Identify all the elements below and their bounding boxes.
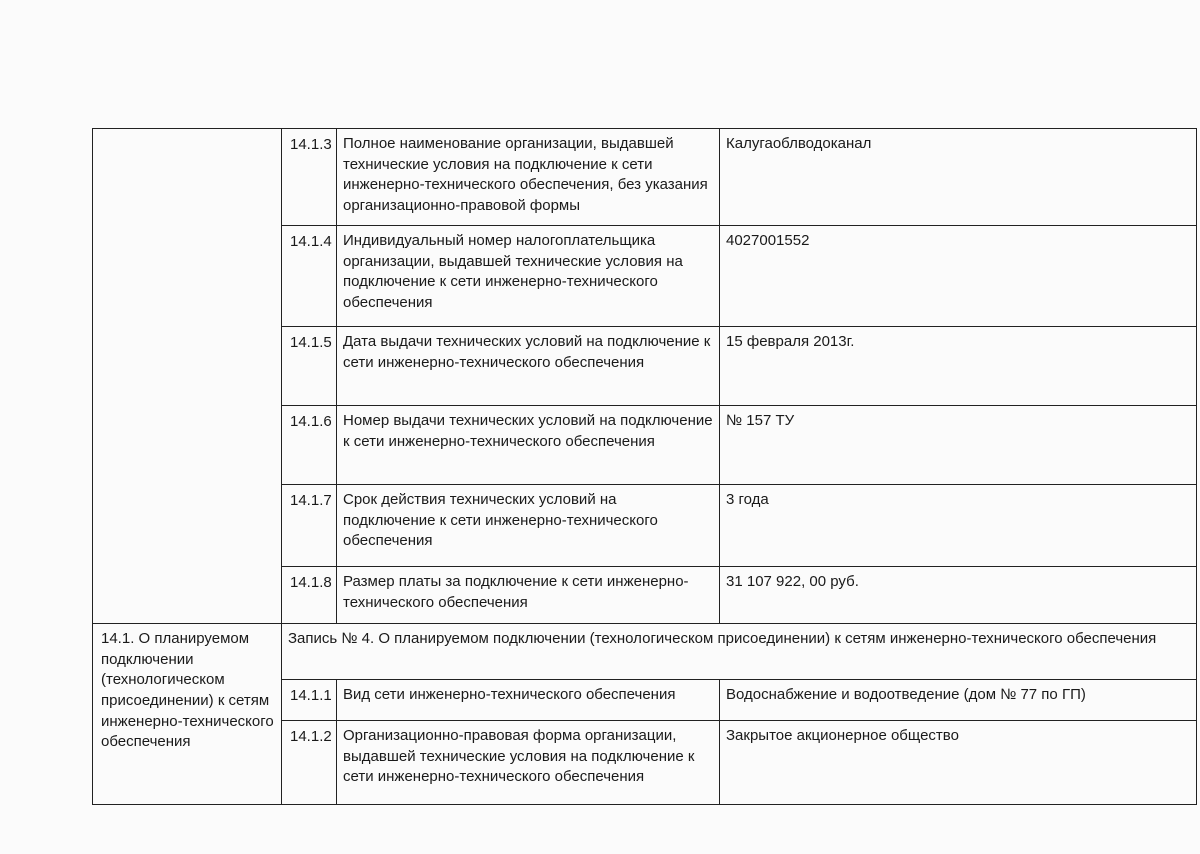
row-value: Водоснабжение и водоотведение (дом № 77 по ГП)	[720, 680, 1197, 721]
row-label: Полное наименование организации, выдавшей технические условия на подключение к сети инженерно-технического обеспечения, без указания организационно-правовой формы	[337, 129, 720, 226]
section-title: 14.1. О планируемом подключении (технологическом присоединении) к сетям инженерно-технического обеспечения	[93, 624, 282, 805]
row-number: 14.1.6	[282, 406, 337, 485]
row-value: Калугаоблводоканал	[720, 129, 1197, 226]
row-number: 14.1.8	[282, 567, 337, 624]
row-label: Размер платы за подключение к сети инженерно-технического обеспечения	[337, 567, 720, 624]
row-number: 14.1.5	[282, 327, 337, 406]
section-cell-empty	[93, 129, 282, 624]
row-number: 14.1.4	[282, 226, 337, 327]
declaration-table	[92, 128, 1197, 805]
row-label: Вид сети инженерно-технического обеспечения	[337, 680, 720, 721]
row-value: 15 февраля 2013г.	[720, 327, 1197, 406]
row-label: Срок действия технических условий на подключение к сети инженерно-технического обеспечения	[337, 485, 720, 567]
table-row	[93, 129, 1197, 226]
row-value: 31 107 922, 00 руб.	[720, 567, 1197, 624]
row-value: № 157 ТУ	[720, 406, 1197, 485]
row-label: Номер выдачи технических условий на подключение к сети инженерно-технического обеспечения	[337, 406, 720, 485]
row-number: 14.1.7	[282, 485, 337, 567]
row-number: 14.1.1	[282, 680, 337, 721]
row-value: 3 года	[720, 485, 1197, 567]
row-value: Закрытое акционерное общество	[720, 721, 1197, 805]
row-label: Организационно-правовая форма организации, выдавшей технические условия на подключение к сети инженерно-технического обеспечения	[337, 721, 720, 805]
row-number: 14.1.2	[282, 721, 337, 805]
table-row	[93, 624, 1197, 680]
row-value: 4027001552	[720, 226, 1197, 327]
row-label: Дата выдачи технических условий на подключение к сети инженерно-технического обеспечения	[337, 327, 720, 406]
record-heading: Запись № 4. О планируемом подключении (технологическом присоединении) к сетям инженерно-технического обеспечения	[282, 624, 1197, 680]
row-number: 14.1.3	[282, 129, 337, 226]
row-label: Индивидуальный номер налогоплательщика организации, выдавшей технические условия на подключение к сети инженерно-технического обеспечения	[337, 226, 720, 327]
